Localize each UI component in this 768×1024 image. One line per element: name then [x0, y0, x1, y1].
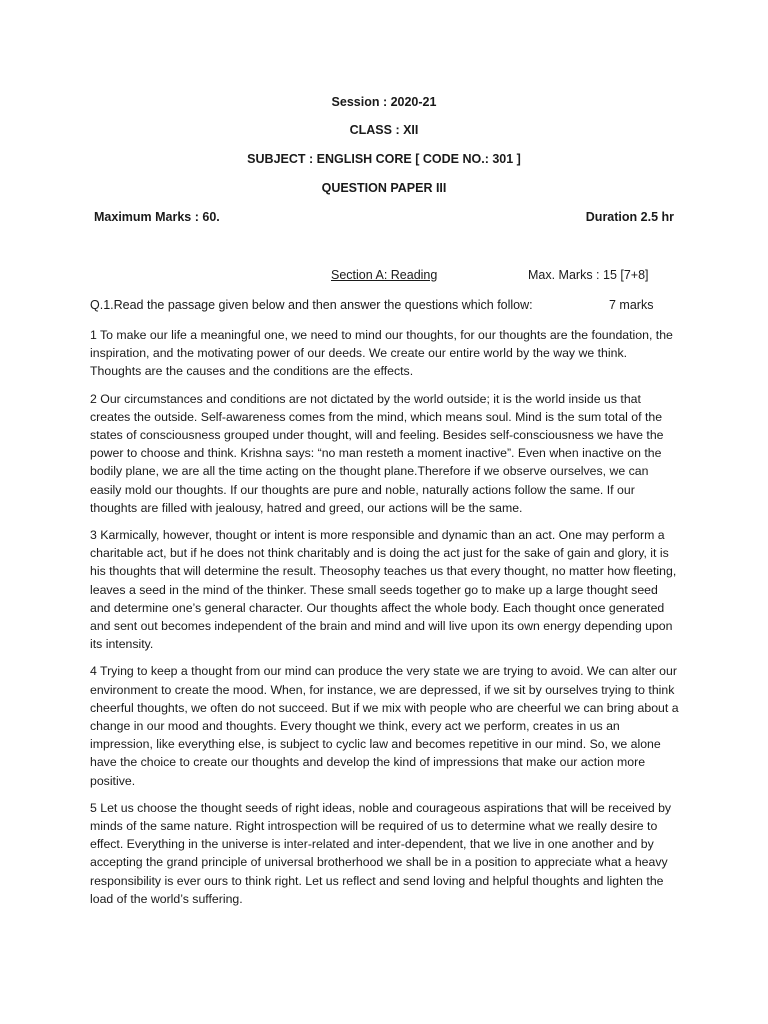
section-max-marks: Max. Marks : 15 [7+8]: [528, 268, 649, 282]
passage: [90, 326, 680, 917]
session-heading: Session : 2020-21: [331, 95, 437, 109]
passage-paragraph-2: 2 Our circumstances and conditions are not dictated by the world outside; it is the world inside us that creates the outside. Self-awareness comes from the mind, which means soul. Mind is the sum total of the states of consciousness grouped under thought, will and feeling. Besides self-consciousness we have the power to choose and think. Krishna says: “no man resteth a moment inactive”. Even when inactive on the bodily plane, we are all the time acting on the thought plane.Therefore if we observe ourselves, we can easily mold our thoughts. If our thoughts are pure and noble, naturally actions follow the same. If our thoughts are filled with jealousy, hatred and greed, our actions will be the same.: [90, 391, 664, 515]
duration: Duration 2.5 hr: [585, 210, 674, 224]
question-instruction: Q.1.Read the passage given below and then answer the questions which follow:: [90, 298, 533, 312]
subject-heading: SUBJECT : ENGLISH CORE [ CODE NO.: 301 ]: [247, 152, 521, 166]
passage-paragraph-1: 1 To make our life a meaningful one, we need to mind our thoughts, for our thoughts are the foundation, the inspiration, and the motivating power of our deeds. We create our entire world by the way we think. Thoughts are the causes and the conditions are the effects.: [90, 328, 673, 379]
passage-paragraph-4: 4 Trying to keep a thought from our mind can produce the very state we are trying to avoid. We can alter our environment to create the mood. When, for instance, we are depressed, if we sit by ourselves trying to think cheerful thoughts, we often do not succeed. But if we mix with people who are cheerful we can bring about a change in our mood and thoughts. Every thought we think, every act we perform, creates in us an impression, like everything else, is subject to cyclic law and becomes repetitive in our mind. So, we alone have the choice to create our thoughts and develop the kind of impressions that make our action more positive.: [90, 664, 679, 788]
passage-paragraph-3: 3 Karmically, however, thought or intent is more responsible and dynamic than an act. One may perform a charitable act, but if he does not think charitably and is doing the act just for the sake of gain and glory, it is his thoughts that will determine the result. Theosophy teaches us that every thought, no matter how fleeting, leaves a seed in the mind of the thinker. These small seeds together go to make up a large thought seed and determine one’s general character. Our thoughts affect the whole body. Each thought once generated and sent out becomes independent of the brain and mind and will live upon its own energy depending upon its intensity.: [90, 528, 677, 652]
maximum-marks: Maximum Marks : 60.: [94, 210, 220, 224]
class-heading: CLASS : XII: [349, 123, 419, 137]
passage-paragraph-5: 5 Let us choose the thought seeds of right ideas, noble and courageous aspirations that will be received by minds of the same nature. Right introspection will be required of us to determine what we really desire to effect. Everything in the universe is inter-related and inter-dependent, that we live in one another and by accepting the grand principle of universal brotherhood we shall be in a position to appreciate what a heavy responsibility is ever ours to think right. Let us reflect and send loving and helpful thoughts and lighten the load of the world’s suffering.: [90, 800, 672, 906]
paper-heading: QUESTION PAPER III: [321, 181, 447, 195]
question-marks: 7 marks: [609, 298, 654, 312]
section-title: Section A: Reading: [331, 268, 438, 282]
